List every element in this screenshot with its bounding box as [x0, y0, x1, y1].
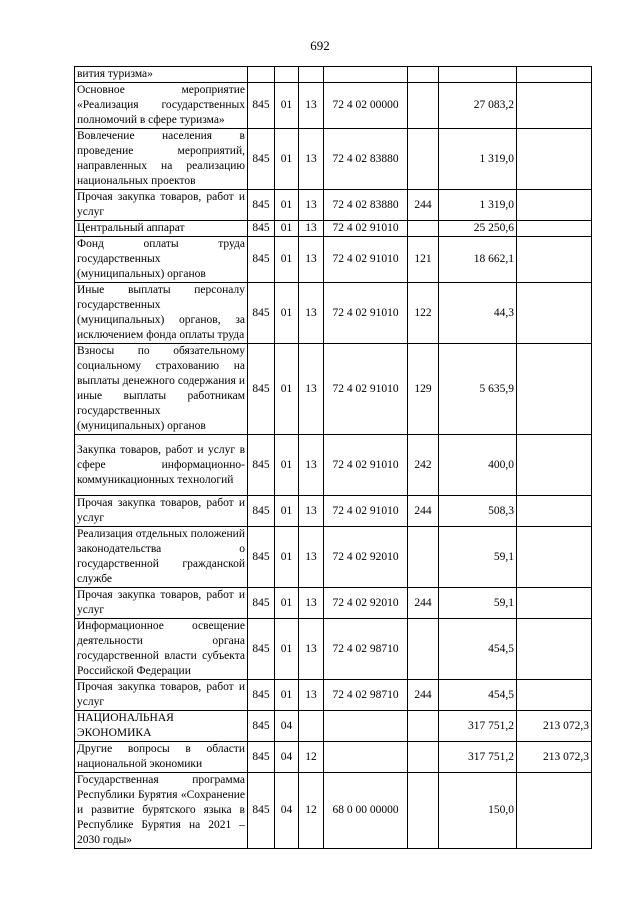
expense-type-cell: 122 — [408, 283, 439, 344]
ministry-code-cell: 845 — [248, 190, 275, 221]
ministry-code-cell: 845 — [248, 588, 275, 619]
amount-second-cell — [517, 496, 592, 527]
section-code-cell: 04 — [275, 773, 299, 849]
amount-cell: 27 083,2 — [439, 83, 517, 129]
table-row — [75, 588, 592, 619]
row-name-cell: Основное мероприятие «Реализация государственных полномочий в сфере туризма» — [75, 83, 248, 129]
subsection-code-cell: 13 — [299, 283, 324, 344]
table-row — [75, 773, 592, 849]
section-code-cell: 01 — [275, 190, 299, 221]
amount-second-cell — [517, 129, 592, 190]
target-article-cell: 72 4 02 00000 — [324, 83, 408, 129]
amount-second-cell — [517, 619, 592, 680]
amount-second-cell — [517, 435, 592, 496]
ministry-code-cell: 845 — [248, 619, 275, 680]
ministry-code-cell: 845 — [248, 680, 275, 711]
section-code-cell: 01 — [275, 527, 299, 588]
row-name-cell: Закупка товаров, работ и услуг в сфере информационно-коммуникационных технологий — [75, 435, 248, 496]
subsection-code-cell: 13 — [299, 435, 324, 496]
target-article-cell: 72 4 02 83880 — [324, 190, 408, 221]
table-row — [75, 283, 592, 344]
subsection-code-cell: 13 — [299, 83, 324, 129]
section-code-cell: 01 — [275, 496, 299, 527]
section-code-cell: 01 — [275, 435, 299, 496]
row-name-cell: Прочая закупка товаров, работ и услуг — [75, 190, 248, 221]
expense-type-cell — [408, 527, 439, 588]
ministry-code-cell: 845 — [248, 344, 275, 435]
row-name-cell: Государственная программа Республики Бурятия «Сохранение и развитие бурятского языка в Республике Бурятия на 2021 – 2030 годы» — [75, 773, 248, 849]
subsection-code-cell: 12 — [299, 742, 324, 773]
amount-cell: 454,5 — [439, 680, 517, 711]
target-article-cell: 72 4 02 92010 — [324, 588, 408, 619]
row-name-cell: Иные выплаты персоналу государственных (муниципальных) органов, за исключением фонда оплаты труда — [75, 283, 248, 344]
amount-cell: 5 635,9 — [439, 344, 517, 435]
section-code-cell: 01 — [275, 588, 299, 619]
amount-cell: 400,0 — [439, 435, 517, 496]
table-row — [75, 619, 592, 680]
expense-type-cell — [408, 619, 439, 680]
target-article-cell: 72 4 02 92010 — [324, 527, 408, 588]
expense-type-cell — [408, 711, 439, 742]
ministry-code-cell: 845 — [248, 496, 275, 527]
subsection-code-cell: 12 — [299, 773, 324, 849]
section-code-cell: 04 — [275, 711, 299, 742]
section-code-cell: 04 — [275, 742, 299, 773]
amount-second-cell: 213 072,3 — [517, 742, 592, 773]
ministry-code-cell: 845 — [248, 283, 275, 344]
subsection-code-cell — [299, 711, 324, 742]
section-code-cell — [275, 67, 299, 83]
amount-cell: 454,5 — [439, 619, 517, 680]
subsection-code-cell: 13 — [299, 237, 324, 283]
expense-type-cell — [408, 83, 439, 129]
subsection-code-cell: 13 — [299, 588, 324, 619]
section-code-cell: 01 — [275, 221, 299, 237]
target-article-cell: 72 4 02 91010 — [324, 496, 408, 527]
ministry-code-cell: 845 — [248, 237, 275, 283]
amount-second-cell — [517, 283, 592, 344]
row-name-cell: Взносы по обязательному социальному страхованию на выплаты денежного содержания и иные выплаты работникам государственных (муниципальных) органов — [75, 344, 248, 435]
section-code-cell: 01 — [275, 83, 299, 129]
section-code-cell: 01 — [275, 283, 299, 344]
amount-second-cell — [517, 67, 592, 83]
expense-type-cell — [408, 773, 439, 849]
table-row — [75, 237, 592, 283]
amount-second-cell: 213 072,3 — [517, 711, 592, 742]
subsection-code-cell: 13 — [299, 496, 324, 527]
ministry-code-cell: 845 — [248, 527, 275, 588]
target-article-cell: 72 4 02 83880 — [324, 129, 408, 190]
target-article-cell: 72 4 02 91010 — [324, 221, 408, 237]
amount-second-cell — [517, 237, 592, 283]
row-name-cell: Вовлечение населения в проведение мероприятий, направленных на реализацию национальных проектов — [75, 129, 248, 190]
amount-cell: 59,1 — [439, 527, 517, 588]
ministry-code-cell: 845 — [248, 129, 275, 190]
table-row — [75, 344, 592, 435]
amount-cell: 317 751,2 — [439, 742, 517, 773]
expense-type-cell: 244 — [408, 588, 439, 619]
amount-second-cell — [517, 527, 592, 588]
target-article-cell: 72 4 02 98710 — [324, 680, 408, 711]
target-article-cell: 72 4 02 98710 — [324, 619, 408, 680]
subsection-code-cell: 13 — [299, 344, 324, 435]
row-name-cell: Другие вопросы в области национальной экономики — [75, 742, 248, 773]
budget-table-body — [75, 67, 592, 849]
expense-type-cell: 121 — [408, 237, 439, 283]
section-code-cell: 01 — [275, 680, 299, 711]
expense-type-cell — [408, 67, 439, 83]
amount-cell: 1 319,0 — [439, 190, 517, 221]
table-row — [75, 742, 592, 773]
target-article-cell — [324, 67, 408, 83]
section-code-cell: 01 — [275, 237, 299, 283]
table-row — [75, 527, 592, 588]
amount-cell: 150,0 — [439, 773, 517, 849]
ministry-code-cell: 845 — [248, 83, 275, 129]
row-name-cell: вития туризма» — [75, 67, 248, 83]
amount-second-cell — [517, 588, 592, 619]
expense-type-cell: 129 — [408, 344, 439, 435]
amount-cell: 59,1 — [439, 588, 517, 619]
subsection-code-cell — [299, 67, 324, 83]
amount-second-cell — [517, 680, 592, 711]
row-name-cell: Прочая закупка товаров, работ и услуг — [75, 496, 248, 527]
table-row — [75, 190, 592, 221]
expense-type-cell — [408, 221, 439, 237]
subsection-code-cell: 13 — [299, 190, 324, 221]
expense-type-cell — [408, 742, 439, 773]
amount-cell: 44,3 — [439, 283, 517, 344]
ministry-code-cell: 845 — [248, 711, 275, 742]
target-article-cell — [324, 742, 408, 773]
ministry-code-cell: 845 — [248, 742, 275, 773]
table-row — [75, 129, 592, 190]
target-article-cell: 72 4 02 91010 — [324, 435, 408, 496]
table-row — [75, 221, 592, 237]
target-article-cell: 72 4 02 91010 — [324, 237, 408, 283]
amount-second-cell — [517, 190, 592, 221]
target-article-cell — [324, 711, 408, 742]
table-row — [75, 67, 592, 83]
ministry-code-cell: 845 — [248, 435, 275, 496]
expense-type-cell: 244 — [408, 680, 439, 711]
expense-type-cell: 242 — [408, 435, 439, 496]
ministry-code-cell — [248, 67, 275, 83]
table-row — [75, 496, 592, 527]
ministry-code-cell: 845 — [248, 221, 275, 237]
section-code-cell: 01 — [275, 344, 299, 435]
table-row — [75, 435, 592, 496]
budget-table — [74, 66, 592, 849]
amount-second-cell — [517, 83, 592, 129]
table-row — [75, 83, 592, 129]
amount-second-cell — [517, 344, 592, 435]
amount-cell: 1 319,0 — [439, 129, 517, 190]
table-row — [75, 711, 592, 742]
amount-second-cell — [517, 221, 592, 237]
amount-cell: 317 751,2 — [439, 711, 517, 742]
section-code-cell: 01 — [275, 619, 299, 680]
page-number: 692 — [310, 38, 330, 53]
row-name-cell: Прочая закупка товаров, работ и услуг — [75, 680, 248, 711]
target-article-cell: 72 4 02 91010 — [324, 344, 408, 435]
table-row — [75, 680, 592, 711]
subsection-code-cell: 13 — [299, 527, 324, 588]
subsection-code-cell: 13 — [299, 680, 324, 711]
amount-cell: 18 662,1 — [439, 237, 517, 283]
row-name-cell: Реализация отдельных положений законодательства о государственной гражданской службе — [75, 527, 248, 588]
amount-cell: 25 250,6 — [439, 221, 517, 237]
target-article-cell: 68 0 00 00000 — [324, 773, 408, 849]
ministry-code-cell: 845 — [248, 773, 275, 849]
expense-type-cell: 244 — [408, 190, 439, 221]
amount-cell — [439, 67, 517, 83]
expense-type-cell — [408, 129, 439, 190]
row-name-cell: НАЦИОНАЛЬНАЯ ЭКОНОМИКА — [75, 711, 248, 742]
amount-second-cell — [517, 773, 592, 849]
subsection-code-cell: 13 — [299, 221, 324, 237]
amount-cell: 508,3 — [439, 496, 517, 527]
subsection-code-cell: 13 — [299, 129, 324, 190]
section-code-cell: 01 — [275, 129, 299, 190]
row-name-cell: Центральный аппарат — [75, 221, 248, 237]
target-article-cell: 72 4 02 91010 — [324, 283, 408, 344]
expense-type-cell: 244 — [408, 496, 439, 527]
row-name-cell: Прочая закупка товаров, работ и услуг — [75, 588, 248, 619]
subsection-code-cell: 13 — [299, 619, 324, 680]
row-name-cell: Информационное освещение деятельности органа государственной власти субъекта Российской Федерации — [75, 619, 248, 680]
row-name-cell: Фонд оплаты труда государственных (муниципальных) органов — [75, 237, 248, 283]
